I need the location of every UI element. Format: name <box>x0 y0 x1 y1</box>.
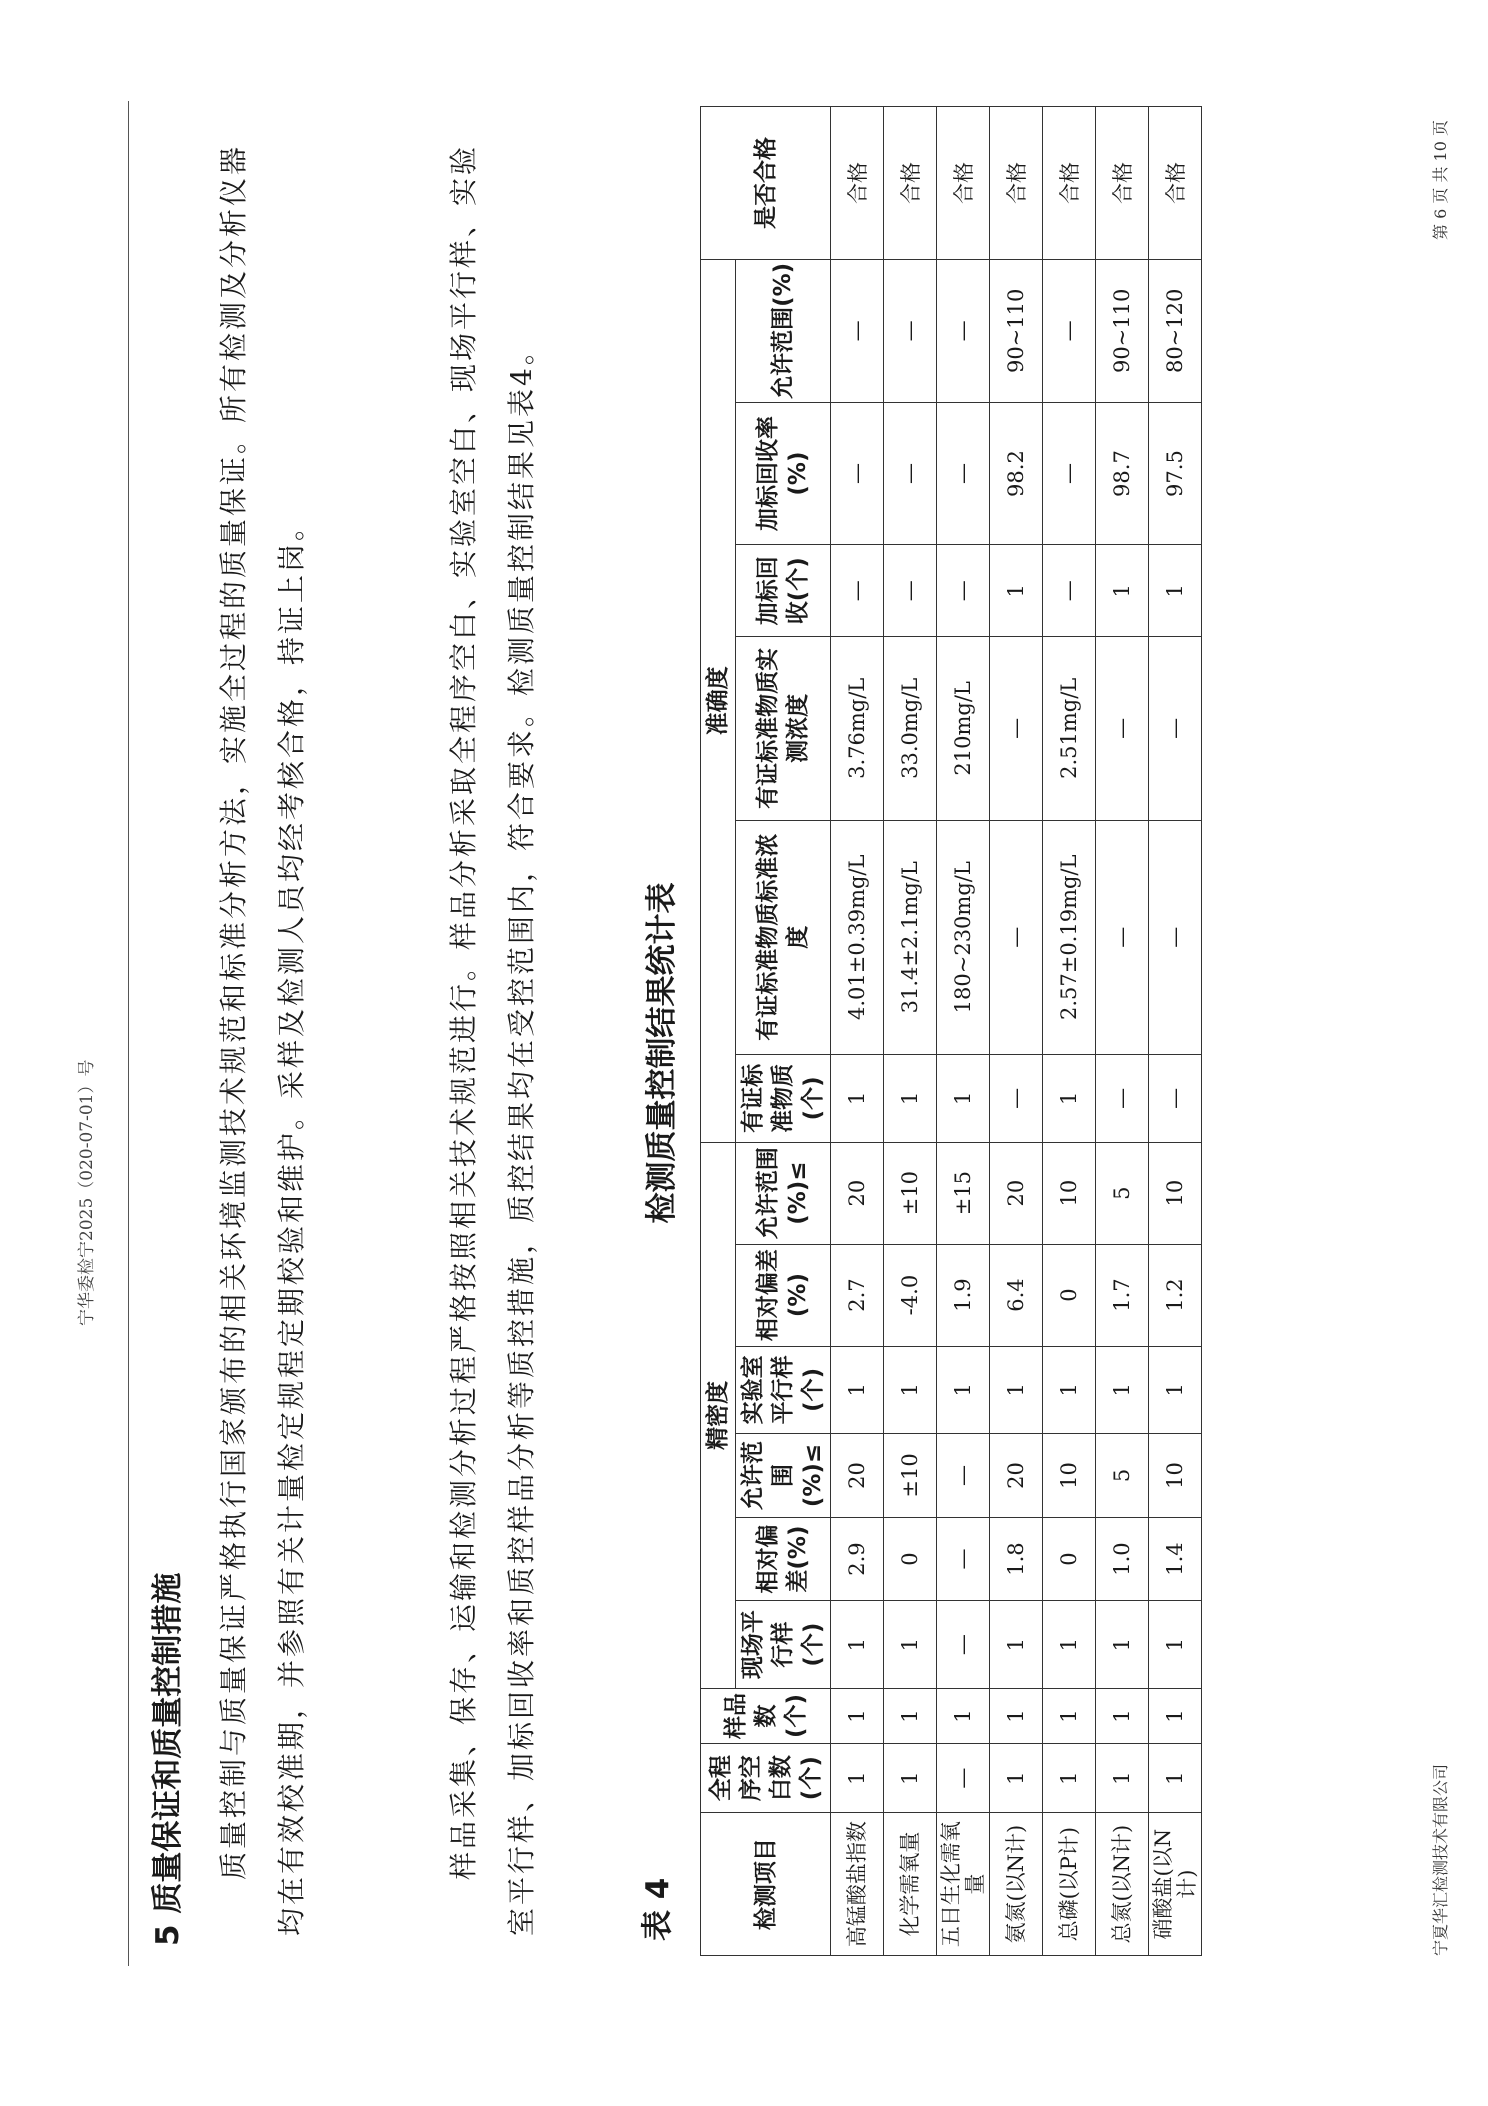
cell-item: 硝酸盐(以N计) <box>1149 1813 1202 1956</box>
cell-ld: 1.2 <box>1149 1244 1202 1346</box>
cell-sc: — <box>884 545 937 637</box>
cell-pass: 合格 <box>1096 107 1149 260</box>
cell-ld: 6.4 <box>990 1244 1043 1346</box>
paragraph-sampling: 样品采集、保存、运输和检测分析过程严格按照相关技术规范进行。样品分析采取全程序空白、实验室空白、现场平行样、实验室平行样、加标回收率和质控样品分析等质控措施，质控结果均在受控范围内，符合要求。检测质量控制结果见表4。 <box>447 143 538 1936</box>
cell-lp: 1 <box>1096 1346 1149 1434</box>
cell-sr: 98.7 <box>1096 402 1149 545</box>
cell-cc: 1 <box>1043 1054 1096 1142</box>
header-rule <box>128 101 129 1966</box>
cell-fp: 1 <box>1043 1601 1096 1689</box>
cell-la: 5 <box>1096 1142 1149 1244</box>
header-item: 检测项目 <box>701 1813 831 1956</box>
header-spike-allow: 允许范围(%) <box>736 259 831 402</box>
cell-cc: 1 <box>884 1054 937 1142</box>
section-title: 5 质量保证和质量控制措施 <box>150 1572 186 1946</box>
cell-pass: 合格 <box>1149 107 1202 260</box>
cell-cc: — <box>1149 1054 1202 1142</box>
header-field-rel-dev: 相对偏差(%) <box>736 1517 831 1601</box>
cell-sr: 98.2 <box>990 402 1043 545</box>
cell-sa: 90~110 <box>990 259 1043 402</box>
cell-cs: 180~230mg/L <box>937 820 990 1054</box>
cell-blank: 1 <box>1096 1744 1149 1813</box>
cell-sa: — <box>831 259 884 402</box>
cell-la: 10 <box>1149 1142 1202 1244</box>
header-samples: 样品数(个) <box>701 1688 831 1743</box>
cell-ld: 2.7 <box>831 1244 884 1346</box>
cell-lp: 1 <box>990 1346 1043 1434</box>
cell-sr: 97.5 <box>1149 402 1202 545</box>
table-body <box>831 107 1202 1956</box>
cell-samples: 1 <box>1149 1688 1202 1743</box>
cell-pass: 合格 <box>990 107 1043 260</box>
header-crm-std: 有证标准物质标准浓度 <box>736 820 831 1054</box>
cell-cm: 2.51mg/L <box>1043 637 1096 820</box>
cell-sr: — <box>884 402 937 545</box>
cell-cc: — <box>1096 1054 1149 1142</box>
cell-cs: 4.01±0.39mg/L <box>831 820 884 1054</box>
cell-sr: — <box>1043 402 1096 545</box>
footer-page-number: 第 6 页 共 10 页 <box>1431 120 1450 240</box>
cell-fd: 1.4 <box>1149 1517 1202 1601</box>
header-lab-allow: 允许范围(%)≤ <box>736 1142 831 1244</box>
cell-blank: 1 <box>1043 1744 1096 1813</box>
cell-sc: 1 <box>1096 545 1149 637</box>
cell-fa: 20 <box>990 1434 1043 1518</box>
cell-samples: 1 <box>884 1688 937 1743</box>
cell-pass: 合格 <box>831 107 884 260</box>
header-spike-rate: 加标回收率(%) <box>736 402 831 545</box>
cell-samples: 1 <box>831 1688 884 1743</box>
cell-blank: 1 <box>1149 1744 1202 1813</box>
qc-results-table <box>700 106 1202 1956</box>
cell-lp: 1 <box>1043 1346 1096 1434</box>
cell-fp: 1 <box>831 1601 884 1689</box>
cell-cs: — <box>1096 820 1149 1054</box>
cell-samples: 1 <box>1096 1688 1149 1743</box>
cell-item: 氨氮(以N计) <box>990 1813 1043 1956</box>
cell-blank: 1 <box>884 1744 937 1813</box>
cell-la: 20 <box>831 1142 884 1244</box>
cell-sr: — <box>937 402 990 545</box>
document-number: 宁华委检宁2025（020-07-01）号 <box>77 1059 97 1326</box>
cell-fd: 2.9 <box>831 1517 884 1601</box>
table-row <box>1043 107 1096 1956</box>
cell-sc: 1 <box>990 545 1043 637</box>
cell-item: 五日生化需氧量 <box>937 1813 990 1956</box>
cell-sr: — <box>831 402 884 545</box>
cell-sa: — <box>884 259 937 402</box>
cell-lp: 1 <box>1149 1346 1202 1434</box>
cell-ld: -4.0 <box>884 1244 937 1346</box>
cell-lp: 1 <box>831 1346 884 1434</box>
cell-ld: 1.7 <box>1096 1244 1149 1346</box>
cell-fp: — <box>937 1601 990 1689</box>
header-precision: 精密度 <box>701 1142 736 1688</box>
table-row <box>831 107 884 1956</box>
cell-sc: — <box>831 545 884 637</box>
cell-sa: 90~110 <box>1096 259 1149 402</box>
cell-samples: 1 <box>1043 1688 1096 1743</box>
cell-la: 20 <box>990 1142 1043 1244</box>
paragraph-quality-control: 质量控制与质量保证严格执行国家颁布的相关环境监测技术规范和标准分析方法，实施全过程的质量保证。所有检测及分析仪器均在有效校准期，并参照有关计量检定规程定期校验和维护。采样及检测人员均经考核合格，持证上岗。 <box>217 143 308 1936</box>
cell-fp: 1 <box>990 1601 1043 1689</box>
cell-cm: — <box>1096 637 1149 820</box>
table-row <box>937 107 990 1956</box>
cell-item: 高锰酸盐指数 <box>831 1813 884 1956</box>
table-row <box>1149 107 1202 1956</box>
cell-pass: 合格 <box>884 107 937 260</box>
footer-company: 宁夏华汇检测技术有限公司 <box>1431 1763 1450 1956</box>
cell-fp: 1 <box>1149 1601 1202 1689</box>
cell-cm: 3.76mg/L <box>831 637 884 820</box>
cell-sc: — <box>1043 545 1096 637</box>
table-row <box>1096 107 1149 1956</box>
cell-cs: — <box>1149 820 1202 1054</box>
header-pass: 是否合格 <box>701 107 831 260</box>
header-spike-count: 加标回收(个) <box>736 545 831 637</box>
cell-cm: 33.0mg/L <box>884 637 937 820</box>
cell-cs: — <box>990 820 1043 1054</box>
table-title: 检测质量控制结果统计表 <box>644 882 680 1224</box>
cell-cm: 210mg/L <box>937 637 990 820</box>
cell-la: ±15 <box>937 1142 990 1244</box>
cell-cs: 2.57±0.19mg/L <box>1043 820 1096 1054</box>
cell-fa: ±10 <box>884 1434 937 1518</box>
cell-pass: 合格 <box>1043 107 1096 260</box>
cell-fa: 10 <box>1043 1434 1096 1518</box>
cell-cc: 1 <box>937 1054 990 1142</box>
cell-blank: 1 <box>990 1744 1043 1813</box>
cell-blank: 1 <box>831 1744 884 1813</box>
cell-cm: — <box>990 637 1043 820</box>
cell-lp: 1 <box>937 1346 990 1434</box>
header-lab-rel-dev: 相对偏差(%) <box>736 1244 831 1346</box>
cell-cs: 31.4±2.1mg/L <box>884 820 937 1054</box>
cell-fd: 0 <box>1043 1517 1096 1601</box>
cell-sa: 80~120 <box>1149 259 1202 402</box>
cell-pass: 合格 <box>937 107 990 260</box>
cell-ld: 1.9 <box>937 1244 990 1346</box>
cell-item: 总磷(以P计) <box>1043 1813 1096 1956</box>
cell-fa: — <box>937 1434 990 1518</box>
header-crm-count: 有证标准物质(个) <box>736 1054 831 1142</box>
header-field-parallel: 现场平行样(个) <box>736 1601 831 1689</box>
table-row <box>990 107 1043 1956</box>
header-crm-measured: 有证标准物质实测浓度 <box>736 637 831 820</box>
cell-blank: — <box>937 1744 990 1813</box>
cell-lp: 1 <box>884 1346 937 1434</box>
cell-sc: 1 <box>1149 545 1202 637</box>
cell-la: 10 <box>1043 1142 1096 1244</box>
cell-fd: 1.8 <box>990 1517 1043 1601</box>
cell-la: ±10 <box>884 1142 937 1244</box>
cell-fa: 10 <box>1149 1434 1202 1518</box>
cell-sc: — <box>937 545 990 637</box>
cell-cc: 1 <box>831 1054 884 1142</box>
cell-fa: 5 <box>1096 1434 1149 1518</box>
cell-cm: — <box>1149 637 1202 820</box>
header-lab-parallel: 实验室平行样(个) <box>736 1346 831 1434</box>
cell-fa: 20 <box>831 1434 884 1518</box>
cell-samples: 1 <box>937 1688 990 1743</box>
cell-cc: — <box>990 1054 1043 1142</box>
cell-fd: — <box>937 1517 990 1601</box>
cell-sa: — <box>1043 259 1096 402</box>
header-blank: 全程序空白数(个) <box>701 1744 831 1813</box>
table-row <box>884 107 937 1956</box>
cell-item: 化学需氧量 <box>884 1813 937 1956</box>
cell-fd: 0 <box>884 1517 937 1601</box>
cell-samples: 1 <box>990 1688 1043 1743</box>
header-accuracy: 准确度 <box>701 259 736 1142</box>
cell-fp: 1 <box>1096 1601 1149 1689</box>
cell-item: 总氮(以N计) <box>1096 1813 1149 1956</box>
cell-fd: 1.0 <box>1096 1517 1149 1601</box>
table-number: 表 4 <box>640 1877 676 1941</box>
cell-fp: 1 <box>884 1601 937 1689</box>
cell-ld: 0 <box>1043 1244 1096 1346</box>
cell-sa: — <box>937 259 990 402</box>
header-field-allow: 允许范围(%)≤ <box>736 1434 831 1518</box>
